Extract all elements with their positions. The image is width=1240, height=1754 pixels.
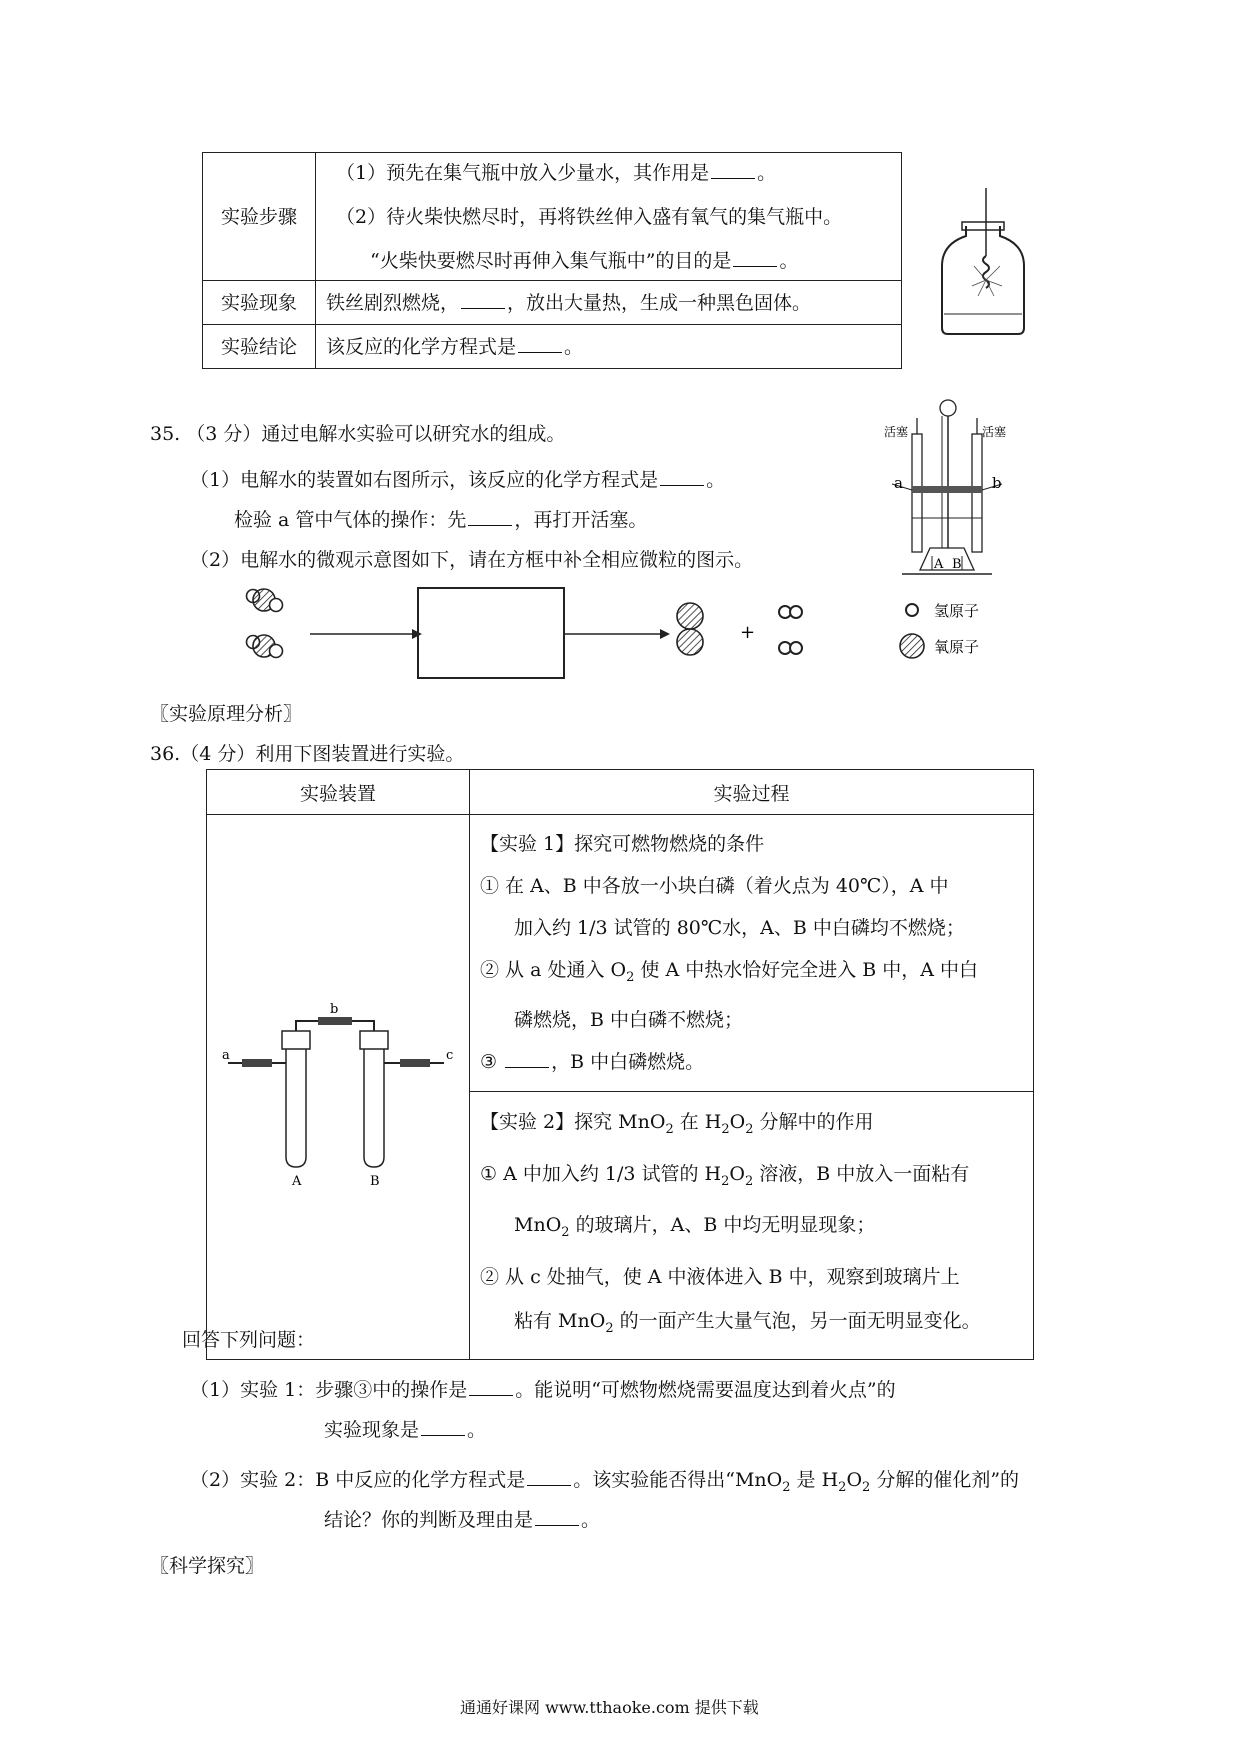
- apparatus-label-b: b: [330, 1001, 339, 1017]
- q36-header-process: 实验过程: [470, 770, 1034, 815]
- q36-exp2-title-c: O: [729, 1110, 746, 1133]
- q34-conclusion-a: 该反应的化学方程式是: [326, 335, 517, 358]
- q36-exp2-step2b-pre: 粘有 MnO: [514, 1310, 606, 1333]
- q36-answer1a: [190, 1376, 896, 1404]
- q36-exp2-step1a-post: 溶液，B 中放入一面粘有: [753, 1162, 970, 1185]
- q34-step1: （1）预先在集气瓶中放入少量水，其作用是: [336, 161, 710, 184]
- q36-exp1-step2a-pre: ② 从 a 处通入 O: [480, 959, 627, 981]
- water-molecule: [247, 589, 283, 612]
- section-science: 〖科学探究〗: [150, 1555, 265, 1577]
- q36-exp1-step2a-post: 使 A 中热水恰好完全进入 B 中，A 中白: [634, 959, 979, 981]
- q34-step2: （2）待火柴快燃尽时，再将铁丝伸入盛有氧气的集气瓶中。: [336, 205, 843, 228]
- apparatus-label-a: a: [222, 1047, 230, 1063]
- q34-table: [202, 152, 902, 369]
- q36-exp2-title: [480, 1100, 1023, 1152]
- gas-jar-figure: [936, 186, 1026, 336]
- q36-exp1-title: 【实验 1】探究可燃物燃烧的条件: [480, 833, 765, 855]
- apparatus-label-B: B: [370, 1173, 380, 1187]
- blank: [505, 1051, 549, 1068]
- q36-exp1-step2a: [480, 949, 1023, 999]
- subscript: 2: [838, 1479, 847, 1495]
- subscript: 2: [605, 1320, 614, 1336]
- q34-label-conclusion: 实验结论: [203, 325, 316, 369]
- q36-exp2-title-b: 在 H: [673, 1110, 722, 1133]
- q34-phenomena-b: ，放出大量热，生成一种黑色固体。: [507, 291, 812, 314]
- q35-title: 35. （3 分）通过电解水实验可以研究水的组成。: [150, 423, 566, 445]
- q35-part1b-end: ，再打开活塞。: [514, 509, 648, 531]
- plus-sign: +: [740, 622, 756, 643]
- q36-exp2-step1a-pre: ① A 中加入约 1/3 试管的 H: [480, 1162, 722, 1185]
- subscript: 2: [744, 1173, 754, 1189]
- blank: [711, 162, 755, 179]
- q36-exp2-title-a: 【实验 2】探究 MnO: [480, 1110, 666, 1133]
- q36-answer2a-mid: 。该实验能否得出“MnO: [573, 1469, 783, 1491]
- q36-exp2-title-d: 分解中的作用: [753, 1110, 874, 1133]
- q36-exp2-step1b-post: 的玻璃片，A、B 中均无明显现象；: [569, 1214, 876, 1237]
- q36-table: [206, 769, 1034, 1360]
- blank: [421, 1419, 465, 1436]
- subscript: 2: [665, 1121, 674, 1137]
- q36-answer2a-pre: （2）实验 2：B 中反应的化学方程式是: [190, 1469, 526, 1491]
- blank: [518, 336, 562, 353]
- water-molecule: [247, 635, 283, 658]
- subscript: 2: [862, 1479, 871, 1495]
- q36-title: 36.（4 分）利用下图装置进行实验。: [150, 743, 465, 765]
- q36-answer2b-post: 。: [581, 1509, 601, 1531]
- tube-label-b: b: [992, 474, 1002, 492]
- blank: [527, 1469, 571, 1486]
- q36-answer1b: [324, 1416, 486, 1444]
- q35-part2: （2）电解水的微观示意图如下，请在方框中补全相应微粒的图示。: [190, 549, 754, 571]
- hydrogen-molecule: [779, 606, 802, 618]
- q34-phenomena-cell: [316, 281, 902, 325]
- section-principle: 〖实验原理分析〗: [150, 703, 303, 725]
- hydrogen-molecule: [779, 642, 802, 654]
- q36-exp2-step2b: [480, 1299, 1023, 1351]
- q36-exp2-cell: [470, 1091, 1034, 1359]
- q34-conclusion-cell: [316, 325, 902, 369]
- q35-part1a: [190, 466, 725, 494]
- valve-label-left: 活塞: [884, 425, 909, 439]
- q36-header-apparatus: 实验装置: [207, 770, 470, 815]
- q36-exp1-step3-post: ，B 中白磷燃烧。: [551, 1050, 705, 1073]
- blank: [733, 250, 777, 267]
- electrolysis-apparatus: [872, 398, 1022, 583]
- q36-answer2a: [190, 1466, 1019, 1502]
- q36-exp1-step1b: 加入约 1/3 试管的 80℃水，A、B 中白磷均不燃烧；: [514, 917, 965, 939]
- subscript: 2: [745, 1121, 754, 1137]
- q36-exp2-step2b-post: 的一面产生大量气泡，另一面无明显变化。: [613, 1310, 981, 1333]
- blank: [660, 469, 704, 486]
- micro-diagram: [230, 580, 1050, 680]
- subscript: 2: [626, 969, 635, 985]
- q34-label-steps: 实验步骤: [203, 153, 316, 281]
- legend-oxygen: 氧原子: [934, 638, 980, 656]
- q36-answer2b-pre: 结论？你的判断及理由是: [324, 1509, 534, 1531]
- q34-step2-purpose: “火柴快要燃尽时再伸入集气瓶中”的目的是: [370, 249, 732, 272]
- legend-hydrogen: 氢原子: [934, 602, 980, 620]
- q34-step1-end: 。: [757, 161, 777, 184]
- electrode-label-A: A: [934, 557, 944, 572]
- q36-exp2-step1b-pre: MnO: [514, 1214, 562, 1237]
- q36-answer1a-post: 。能说明“可燃物燃烧需要温度达到着火点”的: [515, 1379, 896, 1401]
- q36-answer2b: [324, 1506, 600, 1534]
- q36-exp2-step1a-mid: O: [729, 1162, 745, 1185]
- q36-apparatus-cell: [207, 815, 470, 1360]
- subscript: 2: [721, 1173, 730, 1189]
- q36-exp2-step1a: [480, 1152, 1023, 1204]
- q34-conclusion-b: 。: [564, 335, 584, 358]
- q36-answer1b-post: 。: [467, 1419, 487, 1441]
- blank: [469, 1379, 513, 1396]
- q36-answer1a-pre: （1）实验 1：步骤③中的操作是: [190, 1379, 468, 1401]
- q36-answer1b-pre: 实验现象是: [324, 1419, 420, 1441]
- footer-text: 通通好课网 www.tthaoke.com 提供下载: [460, 1698, 759, 1717]
- blank: [468, 509, 512, 526]
- blank: [535, 1509, 579, 1526]
- q36-answer-intro: 回答下列问题：: [182, 1329, 316, 1351]
- q36-answer2a-mid2: 是 H: [790, 1469, 839, 1491]
- subscript: 2: [561, 1225, 570, 1241]
- q36-answer2a-mid3: O: [846, 1469, 863, 1491]
- electrode-label-B: B: [952, 557, 962, 572]
- q34-step2-end: 。: [779, 249, 799, 272]
- q36-exp1-step3: [480, 1041, 1023, 1083]
- q36-exp1-step2b: 磷燃烧，B 中白磷不燃烧；: [514, 1008, 744, 1031]
- oxygen-molecule: [677, 603, 703, 655]
- q35-part1a-end: 。: [706, 469, 726, 491]
- subscript: 2: [782, 1479, 791, 1495]
- q36-answer2a-post: 分解的催化剂”的: [870, 1469, 1020, 1491]
- hydrogen-atom-icon: [906, 604, 918, 616]
- oxygen-atom-icon: [900, 634, 924, 658]
- q35-part1a-text: （1）电解水的装置如右图所示，该反应的化学方程式是: [190, 469, 659, 491]
- apparatus-label-c: c: [446, 1047, 454, 1063]
- subscript: 2: [721, 1121, 730, 1137]
- q34-label-phenomena: 实验现象: [203, 281, 316, 325]
- tube-label-a: a: [894, 474, 903, 492]
- blank: [461, 292, 505, 309]
- q34-phenomena-a: 铁丝剧烈燃烧，: [326, 291, 460, 314]
- q34-steps-cell: [316, 153, 902, 281]
- q36-exp1-cell: [470, 815, 1034, 1092]
- q36-exp1-step1a: ① 在 A、B 中各放一小块白磷（着火点为 40℃），A 中: [480, 875, 949, 897]
- q36-exp2-step2a: ② 从 c 处抽气，使 A 中液体进入 B 中，观察到玻璃片上: [480, 1266, 960, 1289]
- q35-part1b-text: 检验 a 管中气体的操作：先: [234, 509, 467, 531]
- tubes-apparatus: [208, 987, 468, 1187]
- answer-box[interactable]: [418, 588, 564, 678]
- q36-exp1-step3-pre: ③: [480, 1050, 504, 1073]
- q35-part1b: [234, 506, 647, 534]
- apparatus-label-A: A: [292, 1173, 302, 1187]
- q36-exp2-step1b: [480, 1203, 1023, 1255]
- valve-label-right: 活塞: [982, 425, 1007, 439]
